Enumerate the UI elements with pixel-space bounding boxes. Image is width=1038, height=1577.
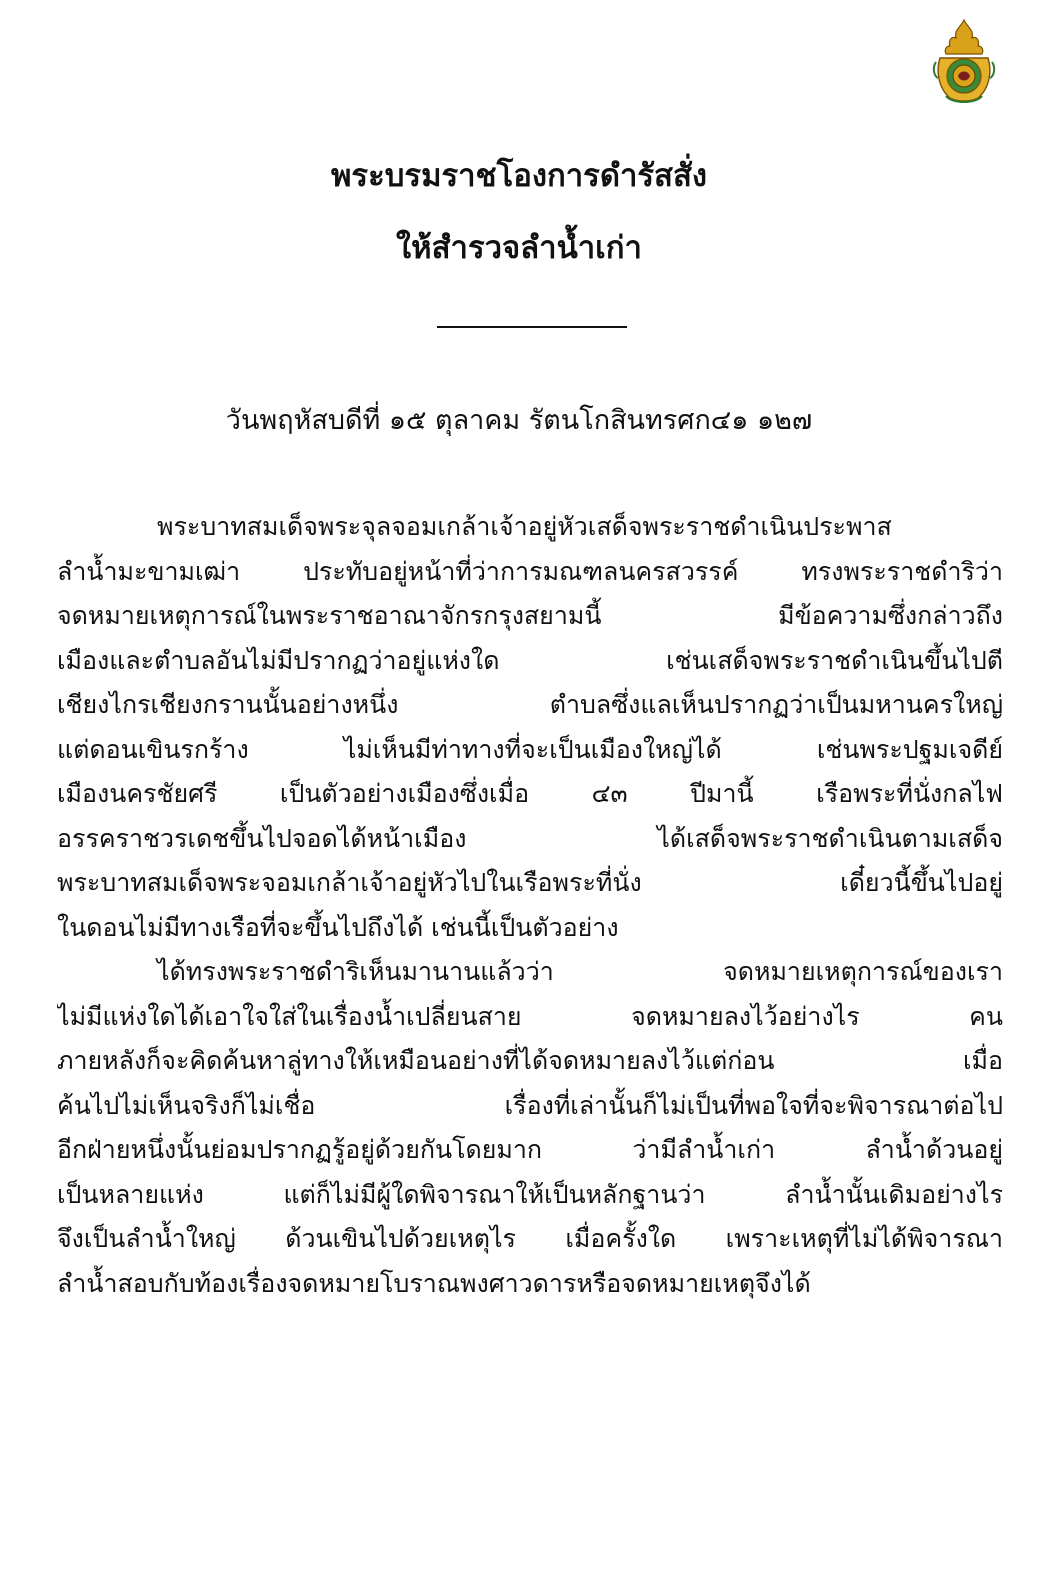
document-title-line-2: ให้สำรวจลำน้ำเก่า bbox=[396, 230, 642, 266]
paragraph-line: จึงเป็นลำน้ำใหญ่ ด้วนเขินไปด้วยเหตุไร เมื่อครั้งใด เพราะเหตุที่ไม่ได้พิจารณา bbox=[57, 1224, 1003, 1253]
paragraph-line: เมืองและตำบลอันไม่มีปรากฏว่าอยู่แห่งใด เช่นเสด็จพระราชดำเนินขึ้นไปตี bbox=[57, 645, 1003, 675]
document-body bbox=[57, 505, 1003, 1306]
paragraph-line: อรรคราชวรเดชขึ้นไปจอดได้หน้าเมือง ได้เสด็จพระราชดำเนินตามเสด็จ bbox=[57, 823, 1003, 853]
document-title-line-1: พระบรมราชโองการดำรัสสั่ง bbox=[331, 158, 707, 194]
paragraph-line: พระบาทสมเด็จพระจุลจอมเกล้าเจ้าอยู่หัวเสด็จพระราชดำเนินประพาส bbox=[157, 512, 892, 541]
paragraph-line: จดหมายเหตุการณ์ในพระราชอาณาจักรกรุงสยามนี้ มีข้อความซึ่งกล่าวถึง bbox=[57, 601, 1003, 630]
paragraph-line: เชียงไกรเชียงกรานนั้นอย่างหนึ่ง ตำบลซึ่งแลเห็นปรากฏว่าเป็นมหานครใหญ่ bbox=[57, 690, 1003, 719]
paragraph-line: เมืองนครชัยศรี เป็นตัวอย่างเมืองซึ่งเมื่อ ๔๓ ปีมานี้ เรือพระที่นั่งกลไฟ bbox=[57, 779, 1003, 808]
thai-crest-seal-icon bbox=[932, 18, 996, 104]
paragraph-line: ค้นไปไม่เห็นจริงก็ไม่เชื่อ เรื่องที่เล่านั้นก็ไม่เป็นที่พอใจที่จะพิจารณาต่อไป bbox=[57, 1090, 1003, 1120]
paragraph-line: ภายหลังก็จะคิดค้นหาลู่ทางให้เหมือนอย่างที่ได้จดหมายลงไว้แต่ก่อน เมื่อ bbox=[57, 1046, 1003, 1075]
date-line: วันพฤหัสบดีที่ ๑๕ ตุลาคม รัตนโกสินทรศก๔๑ ๑๒๗ bbox=[225, 405, 813, 436]
paragraph-line: แต่ดอนเขินรกร้าง ไม่เห็นมีท่าทางที่จะเป็นเมืองใหญ่ได้ เช่นพระปฐมเจดีย์ bbox=[57, 734, 1003, 764]
paragraph-line: อีกฝ่ายหนึ่งนั้นย่อมปรากฏรู้อยู่ด้วยกันโดยมาก ว่ามีลำน้ำเก่า ลำน้ำด้วนอยู่ bbox=[57, 1135, 1003, 1164]
paragraph-line: พระบาทสมเด็จพระจอมเกล้าเจ้าอยู่หัวไปในเรือพระที่นั่ง เดี๋ยวนี้ขึ้นไปอยู่ bbox=[57, 868, 1003, 897]
title-divider bbox=[437, 326, 627, 328]
paragraph-line: ลำน้ำมะขามเฒ่า ประทับอยู่หน้าที่ว่าการมณฑลนครสวรรค์ ทรงพระราชดำริว่า bbox=[57, 556, 1003, 586]
paragraph-line: เป็นหลายแห่ง แต่ก็ไม่มีผู้ใดพิจารณาให้เป็นหลักฐานว่า ลำน้ำนั้นเดิมอย่างไร bbox=[57, 1179, 1003, 1209]
paragraph-line: ในดอนไม่มีทางเรือที่จะขึ้นไปถึงได้ เช่นนี้เป็นตัวอย่าง bbox=[57, 912, 619, 942]
paragraph-line: ได้ทรงพระราชดำริเห็นมานานแล้วว่า จดหมายเหตุการณ์ของเรา bbox=[157, 957, 1003, 986]
paragraph-line: ไม่มีแห่งใดได้เอาใจใส่ในเรื่องน้ำเปลี่ยนสาย จดหมายลงไว้อย่างไร คน bbox=[57, 1001, 1003, 1031]
paragraph-line: ลำน้ำสอบกับท้องเรื่องจดหมายโบราณพงศาวดารหรือจดหมายเหตุจึงได้ bbox=[57, 1268, 811, 1298]
